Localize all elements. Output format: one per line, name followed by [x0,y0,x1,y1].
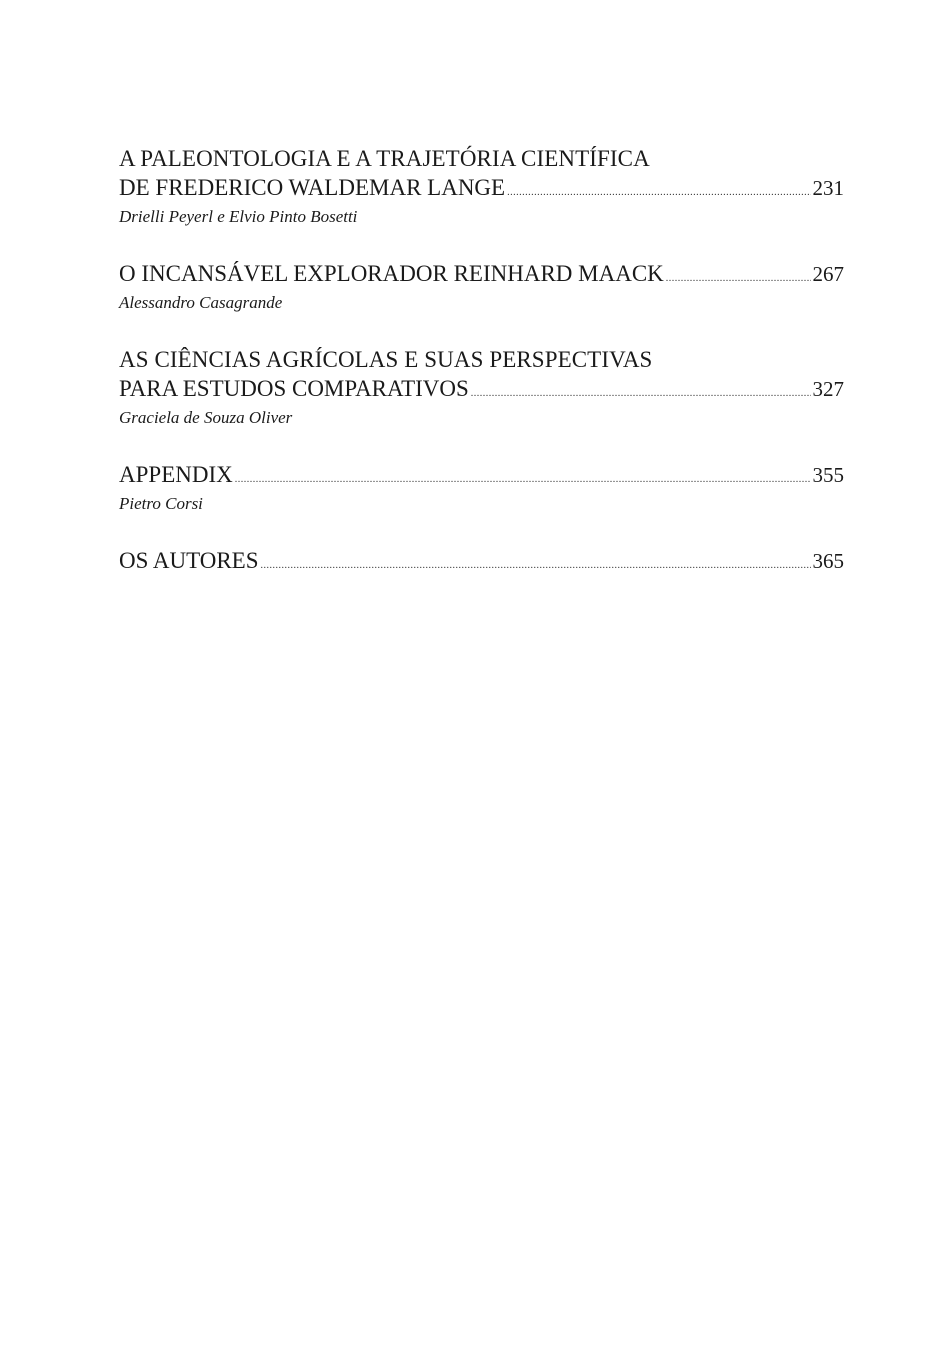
toc-entry[interactable] [119,546,844,576]
toc-entry-author: Drielli Peyerl e Elvio Pinto Bosetti [119,207,358,226]
dot-leader [666,274,811,284]
toc-entry-title-row [119,173,844,203]
toc-entry-title: PARA ESTUDOS COMPARATIVOS [119,376,469,401]
dot-leader [261,561,811,571]
toc-page-number: 267 [812,262,844,286]
toc-page-number: 231 [812,176,844,200]
toc-entry-title-row [119,259,844,289]
toc-page-number: 327 [812,377,844,401]
toc-entry[interactable] [119,460,844,516]
dot-leader [471,389,811,399]
toc-entry-title-row [119,374,844,404]
toc-entry[interactable] [119,259,844,315]
dot-leader [507,188,810,198]
toc-entry-author: Graciela de Souza Oliver [119,408,293,427]
toc-entry[interactable] [119,144,844,229]
toc-entry-title: O INCANSÁVEL EXPLORADOR REINHARD MAACK [119,261,664,286]
dot-leader [235,475,811,485]
toc-entry-title: DE FREDERICO WALDEMAR LANGE [119,175,506,200]
toc-entry-author: Alessandro Casagrande [119,293,283,312]
toc-entry-title-line: AS CIÊNCIAS AGRÍCOLAS E SUAS PERSPECTIVAS [119,347,653,372]
toc-entry[interactable] [119,345,844,430]
toc-entry-title-line: A PALEONTOLOGIA E A TRAJETÓRIA CIENTÍFICA [119,146,650,171]
toc-entry-title-row [119,546,844,576]
toc-entry-title: OS AUTORES [119,548,259,573]
toc-entry-author: Pietro Corsi [119,494,203,513]
toc-entry-title-row [119,460,844,490]
toc-page-number: 355 [812,463,844,487]
table-of-contents [119,144,844,606]
toc-page-number: 365 [812,549,844,573]
toc-entry-title: APPENDIX [119,462,233,487]
